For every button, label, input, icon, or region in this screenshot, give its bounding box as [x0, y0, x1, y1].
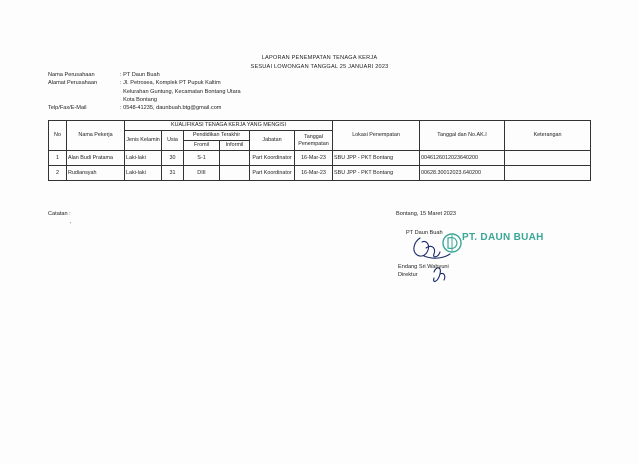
header-usia: Usia [162, 131, 184, 151]
cell-lokasi: SBU JPP - PKT Bontang [333, 151, 420, 166]
cell-usia: 31 [162, 166, 184, 181]
cell-nama: Rudiansyah [67, 166, 125, 181]
company-address-line2: Kelurahan Guntung, Kecamatan Bontang Utara [120, 88, 241, 95]
table-row [49, 151, 591, 166]
header-formil: Fromil [184, 141, 220, 151]
company-name-value: : PT Daun Buah [120, 72, 160, 78]
company-address-line1: : Jl. Petrosea, Komplek PT Pupuk Kaltim [120, 80, 221, 87]
cell-no: 2 [49, 166, 67, 181]
header-jenis-kelamin: Jenis Kelamin [125, 131, 162, 151]
cell-tanggal: 16-Mar-23 [295, 151, 333, 166]
cell-ak: 00628.30012023.640200 [420, 166, 505, 181]
handwritten-signature [414, 238, 450, 281]
cell-informil [220, 166, 250, 181]
cell-keterangan [505, 166, 591, 181]
stamp-text: PT. DAUN BUAH [462, 232, 544, 243]
cell-ak: 0046126012023640200 [420, 151, 505, 166]
signer-position: Direktur [398, 272, 418, 278]
company-stamp-logo [443, 234, 461, 252]
company-contact-value: : 0548-41235, daunbuah.btg@gmail.com [120, 105, 222, 112]
header-lokasi: Lokasi Penempatan [333, 121, 420, 151]
report-title-line1: LAPORAN PENEMPATAN TENAGA KERJA [261, 55, 378, 61]
header-tanggal-penempatan: Tanggal Penempatan [295, 131, 333, 151]
header-no: No [49, 121, 67, 151]
catatan-label: Catatan : [48, 211, 71, 217]
cell-nama: Alan Budi Pratama [67, 151, 125, 166]
header-keterangan: Keterangan [505, 121, 591, 151]
report-title-line2: SESUAI LOWONGAN TANGGAL 25 JANUARI 2023 [250, 64, 389, 70]
header-tanggal-ak: Tanggal dan No.AK.I [420, 121, 505, 151]
header-jabatan: Jabatan [250, 131, 295, 151]
report-title [0, 54, 639, 72]
header-kualifikasi: KUALIFIKASI TENAGA KERJA YANG MENGISI [125, 121, 333, 131]
cell-jenis-kelamin: Laki-laki [125, 166, 162, 181]
company-address-label: Alamat Perusahaan [48, 80, 98, 87]
cell-informil [220, 151, 250, 166]
cell-jenis-kelamin: Laki-laki [125, 151, 162, 166]
signature-company: PT Daun Buah [406, 230, 443, 236]
company-contact-label: Telp/Fax/E-Mail [48, 105, 87, 112]
signer-name: Endang Sri Wahyuni [398, 264, 449, 270]
cell-no: 1 [49, 151, 67, 166]
cell-jabatan: Part Koordinator [250, 166, 295, 181]
cell-formil: S-1 [184, 151, 220, 166]
cell-jabatan: Part Koordinator [250, 151, 295, 166]
cell-lokasi: SBU JPP - PKT Bontang [333, 166, 420, 181]
placement-table [48, 120, 591, 181]
company-address-line3: Kota Bontang [120, 96, 158, 103]
signing-date: Bontang, 15 Maret 2023 [396, 211, 457, 217]
tick-mark: ' [70, 222, 71, 228]
header-nama: Nama Pekerja [67, 121, 125, 151]
cell-formil: DIII [184, 166, 220, 181]
cell-tanggal: 16-Mar-23 [295, 166, 333, 181]
table-row [49, 166, 591, 181]
cell-usia: 30 [162, 151, 184, 166]
header-pendidikan: Pendidikan Terakhir [184, 131, 250, 141]
header-informil: Informil [220, 141, 250, 151]
company-name-label: Nama Perusahaan [48, 72, 95, 78]
cell-keterangan [505, 151, 591, 166]
company-info [48, 71, 241, 112]
